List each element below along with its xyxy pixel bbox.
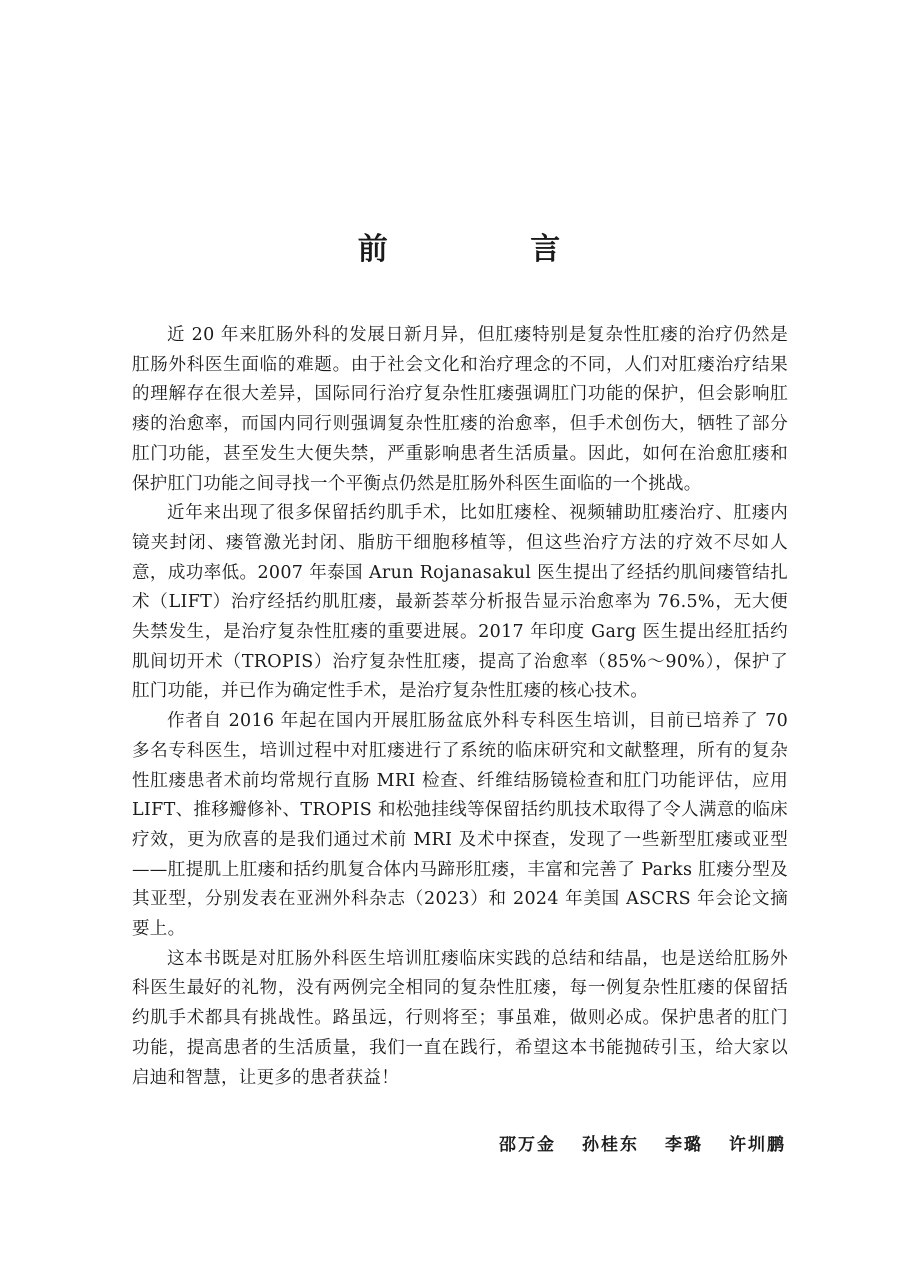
author-name: 邵万金	[499, 1135, 556, 1155]
author-name: 许圳鹏	[729, 1135, 786, 1155]
preface-paragraph-3: 作者自 2016 年起在国内开展肛肠盆底外科专科医生培训，目前已培养了 70 多名专科医生，培训过程中对肛瘘进行了系统的临床研究和文献整理，所有的复杂性肛瘘患者术前均常规行直肠 MRI 检查、纤维结肠镜检查和肛门功能评估，应用 LIFT、推移瓣修补、TROPIS 和松弛挂线等保留括约肌技术取得了令人满意的临床疗效，更为欣喜的是我们通过术前 MRI 及术中探查，发现了一些新型肛瘘或亚型——肛提肌上肛瘘和括约肌复合体内马蹄形肛瘘，丰富和完善了 Parks 肛瘘分型及其亚型，分别发表在亚洲外科杂志（2023）和 2024 年美国 ASCRS 年会论文摘要上。	[132, 711, 788, 940]
author-name: 李璐	[665, 1135, 703, 1155]
preface-body	[132, 321, 788, 1093]
preface-paragraph-4: 这本书既是对肛肠外科医生培训肛瘘临床实践的总结和结晶，也是送给肛肠外科医生最好的礼物，没有两例完全相同的复杂性肛瘘，每一例复杂性肛瘘的保留括约肌手术都具有挑战性。路虽远，行则将至；事虽难，做则必成。保护患者的肛门功能，提高患者的生活质量，我们一直在践行，希望这本书能抛砖引玉，给大家以启迪和智慧，让更多的患者获益！	[132, 948, 788, 1088]
author-signature	[499, 1131, 786, 1159]
preface-paragraph-2: 近年来出现了很多保留括约肌手术，比如肛瘘栓、视频辅助肛瘘治疗、肛瘘内镜夹封闭、瘘管激光封闭、脂肪干细胞移植等，但这些治疗方法的疗效不尽如人意，成功率低。2007 年泰国 Arun Rojanasakul 医生提出了经括约肌间瘘管结扎术（LIFT）治疗经括约肌肛瘘，最新荟萃分析报告显示治愈率为 76.5%，无大便失禁发生，是治疗复杂性肛瘘的重要进展。2017 年印度 Garg 医生提出经肛括约肌间切开术（TROPIS）治疗复杂性肛瘘，提高了治愈率（85%～90%），保护了肛门功能，并已作为确定性手术，是治疗复杂性肛瘘的核心技术。	[132, 503, 788, 702]
preface-paragraph-1: 近 20 年来肛肠外科的发展日新月异，但肛瘘特别是复杂性肛瘘的治疗仍然是肛肠外科医生面临的难题。由于社会文化和治疗理念的不同，人们对肛瘘治疗结果的理解存在很大差异，国际同行治疗复杂性肛瘘强调肛门功能的保护，但会影响肛瘘的治愈率，而国内同行则强调复杂性肛瘘的治愈率，但手术创伤大，牺牲了部分肛门功能，甚至发生大便失禁，严重影响患者生活质量。因此，如何在治愈肛瘘和保护肛门功能之间寻找一个平衡点仍然是肛肠外科医生面临的一个挑战。	[132, 325, 788, 494]
page-title: 前 言	[357, 232, 627, 267]
author-name: 孙桂东	[582, 1135, 639, 1155]
